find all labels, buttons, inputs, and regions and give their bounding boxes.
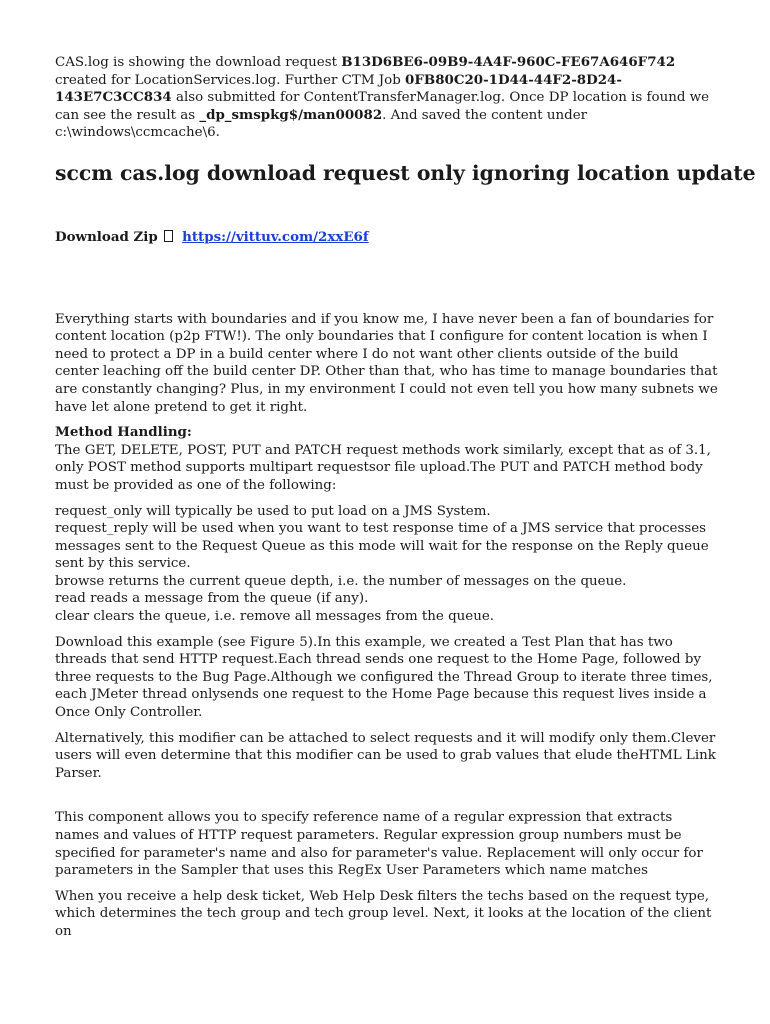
example-paragraph: Download this example (see Figure 5).In this example, we created a Test Plan that has two threads that send HTTP request.Each thread sends one request to the Home Page, followed by three requests to the Bug Page.Although we configured the Thread Group to iterate three times, each JMeter thread onlysends one request to the Home Page because this request lives inside a Once Only Controller.: [55, 634, 713, 721]
list-item: request_only will typically be used to put load on a JMS System.: [55, 503, 491, 519]
method-handling-paragraph: The GET, DELETE, POST, PUT and PATCH request methods work similarly, except that as of 3.1, only POST method supports multipart requestsor file upload.The PUT and PATCH method body must be provided as one of the following:: [55, 442, 711, 493]
intro-text-3: also submitted for ContentTransferManager.log. Once DP location is found we can see the result as: [55, 90, 710, 123]
dp-location-result: _dp_smspkg$/man00082: [199, 106, 383, 123]
ctm-job-id: 0FB80C20-1D44-44F2-8D24-143E7C3CC834: [55, 71, 622, 106]
regex-paragraph: This component allows you to specify reference name of a regular expression that extracts names and values of HTTP request parameters. Regular expression group numbers must be specified for parameter's name and also for parameter's value. Replacement will only occur for parameters in the Sampler that uses this RegEx User Parameters which name matches: [55, 810, 703, 879]
document-page: [55, 54, 756, 941]
page-title: sccm cas.log download request only ignoring location update: [55, 160, 756, 185]
download-zip-line: [55, 229, 720, 247]
download-link[interactable]: https://vittuv.com/2xxE6f: [182, 228, 369, 245]
download-zip-label: Download Zip: [55, 228, 158, 245]
modifier-paragraph: Alternatively, this modifier can be attached to select requests and it will modify only them.Clever users will even determine that this modifier can be used to grab values that elude theHTML Link Parser.: [55, 730, 716, 781]
list-item: browse returns the current queue depth, i.e. the number of messages on the queue.: [55, 573, 627, 589]
method-handling-heading: Method Handling:: [55, 424, 192, 441]
jms-mode-list: [55, 503, 720, 626]
download-request-id: B13D6BE6-09B9-4A4F-960C-FE67A646F742: [341, 54, 676, 70]
intro-paragraph: [55, 54, 720, 142]
list-item: read reads a message from the queue (if any).: [55, 591, 369, 607]
intro-text-1: CAS.log is showing the download request: [55, 55, 342, 70]
intro-text-4: . And saved the content under c:\windows\ccmcache\6.: [55, 107, 588, 141]
list-item: request_reply will be used when you want to test response time of a JMS service that processes messages sent to the Request Queue as this mode will wait for the response on the Reply queue sent by this service.: [55, 521, 709, 572]
list-item: clear clears the queue, i.e. remove all messages from the queue.: [55, 609, 495, 625]
intro-text-2: created for LocationServices.log. Further CTM Job: [55, 72, 406, 88]
boundaries-paragraph: Everything starts with boundaries and if you know me, I have never been a fan of boundaries for content location (p2p FTW!). The only boundaries that I configure for content location is when I need to protect a DP in a build center where I do not want other clients outside of the build center leaching off the build center DP. Other than that, who has time to manage boundaries that are constantly changing? Plus, in my environment I could not even tell you how many subnets we have let alone pretend to get it right.: [55, 311, 718, 415]
missing-glyph-icon: [164, 230, 173, 242]
helpdesk-paragraph: When you receive a help desk ticket, Web Help Desk filters the techs based on the request type, which determines the tech group and tech group level. Next, it looks at the location of the client on: [55, 888, 712, 939]
